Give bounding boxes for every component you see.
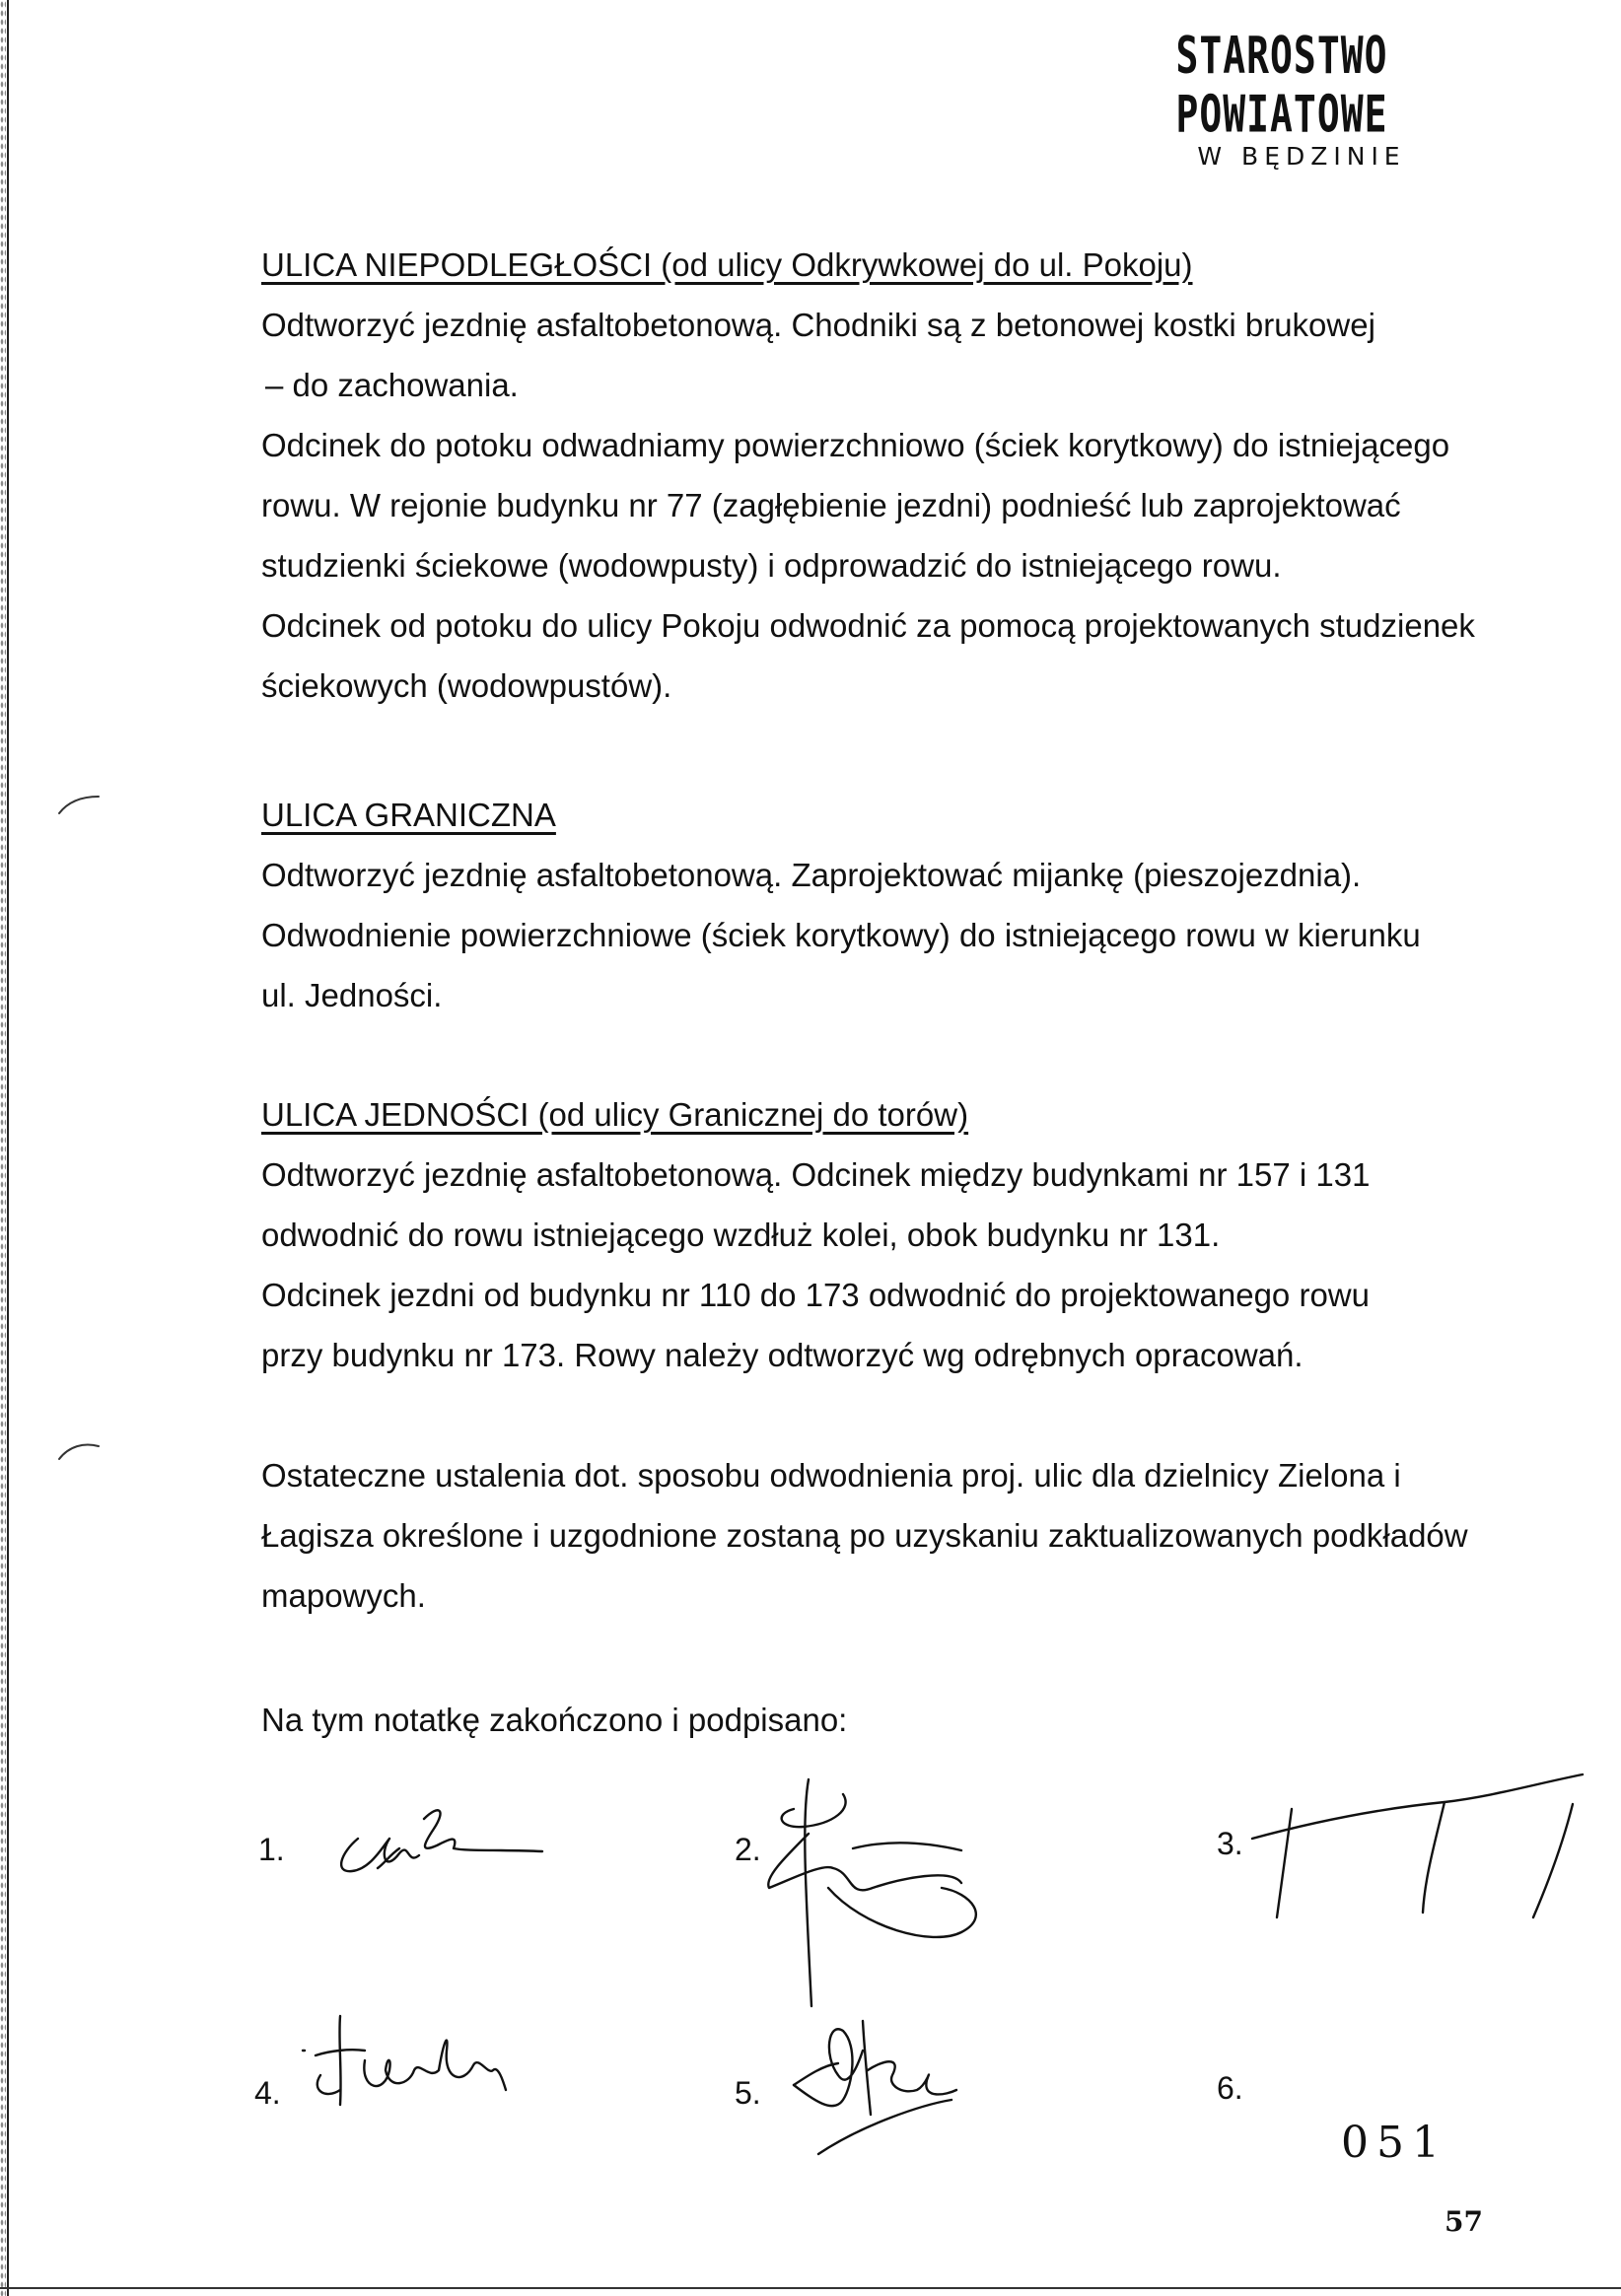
paragraph-line: Odtworzyć jezdnię asfaltobetonową. Odcinek między budynkami nr 157 i 131: [261, 1156, 1371, 1193]
paragraph-line: odwodnić do rowu istniejącego wzdłuż kolei, obok budynku nr 131.: [261, 1217, 1221, 1253]
scan-edge-noise: [0, 0, 6, 2296]
section-jednosci: [261, 1084, 1484, 1385]
paragraph-line: rowu. W rejonie budynku nr 77 (zagłębienie jezdni) podnieść lub zaprojektować: [261, 487, 1401, 523]
paragraph-line: Odwodnienie powierzchniowe (ściek korytkowy) do istniejącego rowu w kierunku: [261, 917, 1421, 953]
page-number: 57: [1445, 2205, 1483, 2238]
section-title: ULICA GRANICZNA: [261, 797, 556, 833]
paragraph-line: Ostateczne ustalenia dot. sposobu odwodnienia proj. ulic dla dzielnicy Zielona i: [261, 1457, 1401, 1494]
signature-5: [784, 2006, 1021, 2184]
document-number: 051: [1341, 2118, 1447, 2168]
signature-label-6: 6.: [1217, 2070, 1243, 2106]
signature-1: [330, 1794, 557, 1883]
signature-4: [291, 2001, 528, 2120]
signoff-line: [261, 1690, 1484, 1750]
paragraph-line: mapowych.: [261, 1577, 426, 1614]
stamp-subtitle: W BĘDZINIE: [1197, 142, 1406, 171]
signature-2: [754, 1770, 1050, 2016]
paragraph-line: – do zachowania.: [265, 367, 519, 403]
paragraph-line: ściekowych (wodowpustów).: [261, 667, 672, 704]
paragraph-line: Odcinek od potoku do ulicy Pokoju odwodnić za pomocą projektowanych studzienek: [261, 607, 1475, 644]
paragraph-line: ul. Jedności.: [261, 977, 443, 1013]
scan-bottom-line: [0, 2287, 1621, 2289]
signoff-text: Na tym notatkę zakończono i podpisano:: [261, 1702, 848, 1738]
scan-mark: [54, 1434, 104, 1464]
paragraph-line: Odtworzyć jezdnię asfaltobetonową. Chodniki są z betonowej kostki brukowej: [261, 307, 1375, 343]
paragraph-line: Odcinek do potoku odwadniamy powierzchniowo (ściek korytkowy) do istniejącego: [261, 427, 1450, 463]
signature-label-5: 5.: [735, 2075, 761, 2111]
section-title: ULICA NIEPODLEGŁOŚCI (od ulicy Odkrywkowej do ul. Pokoju): [261, 246, 1193, 283]
signature-label-1: 1.: [258, 1832, 285, 1867]
paragraph-line: przy budynku nr 173. Rowy należy odtworzyć wg odrębnych opracowań.: [261, 1337, 1304, 1373]
signature-label-2: 2.: [735, 1832, 761, 1867]
scan-edge-line: [7, 0, 9, 2296]
signature-label-3: 3.: [1217, 1826, 1243, 1861]
closing-paragraph: [261, 1445, 1484, 1626]
scan-mark: [54, 789, 104, 818]
office-stamp: [1094, 26, 1469, 171]
paragraph-line: Łagisza określone i uzgodnione zostaną po uzyskaniu zaktualizowanych podkładów: [261, 1517, 1468, 1554]
stamp-title: STAROSTWO POWIATOWE: [1175, 26, 1388, 144]
section-niepodleglosci: [261, 235, 1484, 716]
paragraph-line: studzienki ściekowe (wodowpusty) i odprowadzić do istniejącego rowu.: [261, 547, 1282, 584]
section-title: ULICA JEDNOŚCI (od ulicy Granicznej do torów): [261, 1096, 969, 1133]
signature-3: [1247, 1755, 1592, 1932]
paragraph-line: Odtworzyć jezdnię asfaltobetonową. Zaprojektować mijankę (pieszojezdnia).: [261, 857, 1362, 893]
paragraph-line: Odcinek jezdni od budynku nr 110 do 173 odwodnić do projektowanego rowu: [261, 1277, 1370, 1313]
signature-label-4: 4.: [254, 2075, 281, 2111]
section-graniczna: [261, 785, 1484, 1025]
